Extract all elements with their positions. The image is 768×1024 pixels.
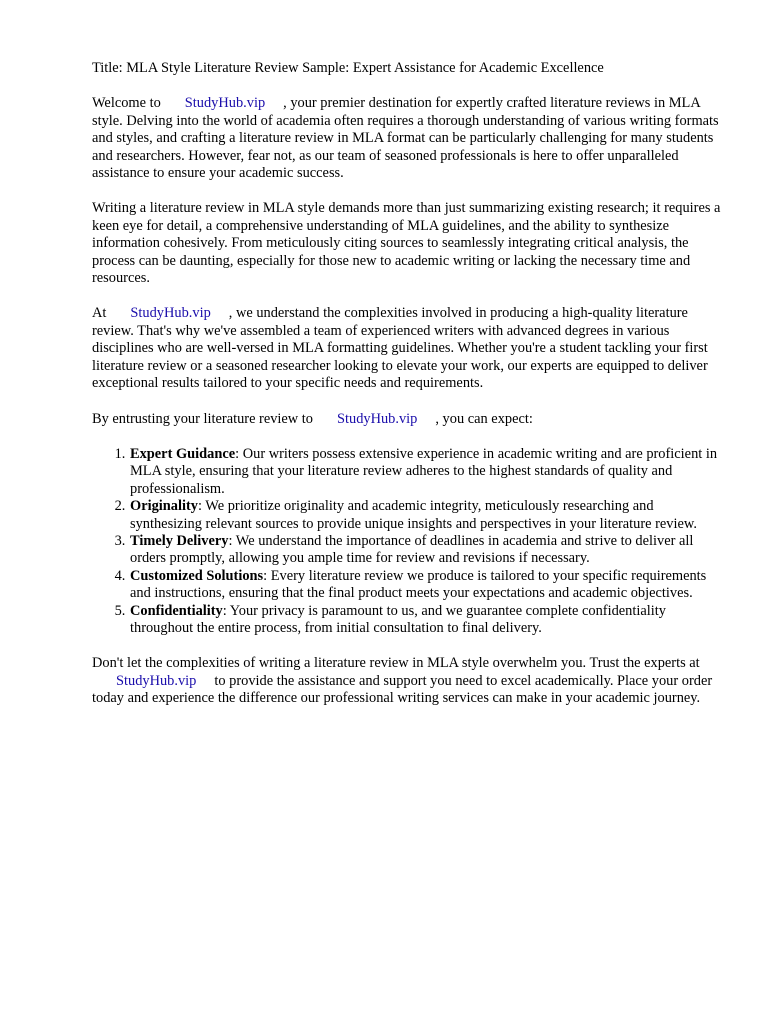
paragraph-welcome bbox=[92, 95, 728, 182]
paragraph-welcome-intro: Welcome to bbox=[92, 95, 161, 112]
studyhub-link-2[interactable]: StudyHub.vip bbox=[130, 305, 211, 322]
list-item-text: : Our writers possess extensive experience in academic writing and are proficient in MLA style, ensuring that your literature review adheres to the highest standards of quality and professionalism. bbox=[130, 445, 718, 497]
list-item-text: : Every literature review we produce is tailored to your specific requirements and instructions, ensuring that the final product meets your expectations and academic objectives. bbox=[130, 567, 707, 602]
list-item bbox=[129, 533, 728, 568]
list-item bbox=[129, 603, 728, 638]
paragraph-closing-intro: Don't let the complexities of writing a literature review in MLA style overwhelm you. Trust the experts at bbox=[92, 655, 700, 672]
studyhub-link-4[interactable]: StudyHub.vip bbox=[116, 672, 197, 689]
list-item-term: Confidentiality bbox=[130, 602, 223, 619]
studyhub-link-1[interactable]: StudyHub.vip bbox=[184, 95, 266, 112]
studyhub-link-3[interactable]: StudyHub.vip bbox=[337, 410, 418, 427]
list-item-term: Expert Guidance bbox=[130, 445, 236, 462]
list-item-text: : We understand the importance of deadlines in academia and strive to deliver all orders promptly, allowing you ample time for review and revisions if necessary. bbox=[130, 532, 694, 567]
list-item bbox=[129, 446, 728, 498]
paragraph-at-studyhub bbox=[92, 305, 728, 392]
list-item-text: : Your privacy is paramount to us, and we guarantee complete confidentiality throughout the entire process, from initial consultation to final delivery. bbox=[130, 602, 666, 636]
list-item-term: Customized Solutions bbox=[130, 567, 264, 584]
list-item-term: Originality bbox=[130, 498, 198, 515]
paragraph-entrusting-body: , you can expect: bbox=[435, 410, 533, 427]
paragraph-closing bbox=[92, 655, 728, 707]
paragraph-at-intro: At bbox=[92, 305, 107, 322]
paragraph-entrusting-intro: By entrusting your literature review to bbox=[92, 410, 313, 427]
benefits-list bbox=[92, 446, 728, 637]
document-page bbox=[92, 60, 728, 726]
paragraph-at-body: , we understand the complexities involved in producing a high-quality literature review. That's why we've assembled a team of experienced writers with advanced degrees in various disciplines who are well-versed in MLA formatting guidelines. Whether you're a student tackling your first literature review or a seasoned researcher looking to elevate your work, our experts are equipped to deliver exceptional results tailored to your specific needs and requirements. bbox=[92, 305, 708, 392]
list-item bbox=[129, 498, 728, 533]
paragraph-closing-body: to provide the assistance and support you need to excel academically. Place your order today and experience the difference our professional writing services can make in your academic journey. bbox=[92, 672, 713, 707]
list-item bbox=[129, 568, 728, 603]
list-item-term: Timely Delivery bbox=[130, 532, 229, 549]
paragraph-writing: Writing a literature review in MLA style demands more than just summarizing existing research; it requires a keen eye for detail, a comprehensive understanding of MLA guidelines, and the ability to synthesize information cohesively. From meticulously citing sources to seamlessly integrating critical analysis, the process can be daunting, especially for those new to academic writing or lacking the necessary time and resources. bbox=[92, 200, 721, 287]
document-title: Title: MLA Style Literature Review Sample: Expert Assistance for Academic Excellence bbox=[92, 60, 604, 76]
list-item-text: : We prioritize originality and academic integrity, meticulously researching and synthesizing relevant sources to provide unique insights and perspectives in your literature review. bbox=[130, 498, 697, 532]
paragraph-welcome-body: , your premier destination for expertly crafted literature reviews in MLA style. Delving into the world of academia often requires a thorough understanding of various writing formats and styles, and crafting a literature review in MLA format can be particularly challenging for many students and researchers. However, fear not, as our team of seasoned professionals is here to offer unparalleled assistance to ensure your academic success. bbox=[92, 95, 719, 182]
paragraph-entrusting bbox=[92, 411, 728, 428]
